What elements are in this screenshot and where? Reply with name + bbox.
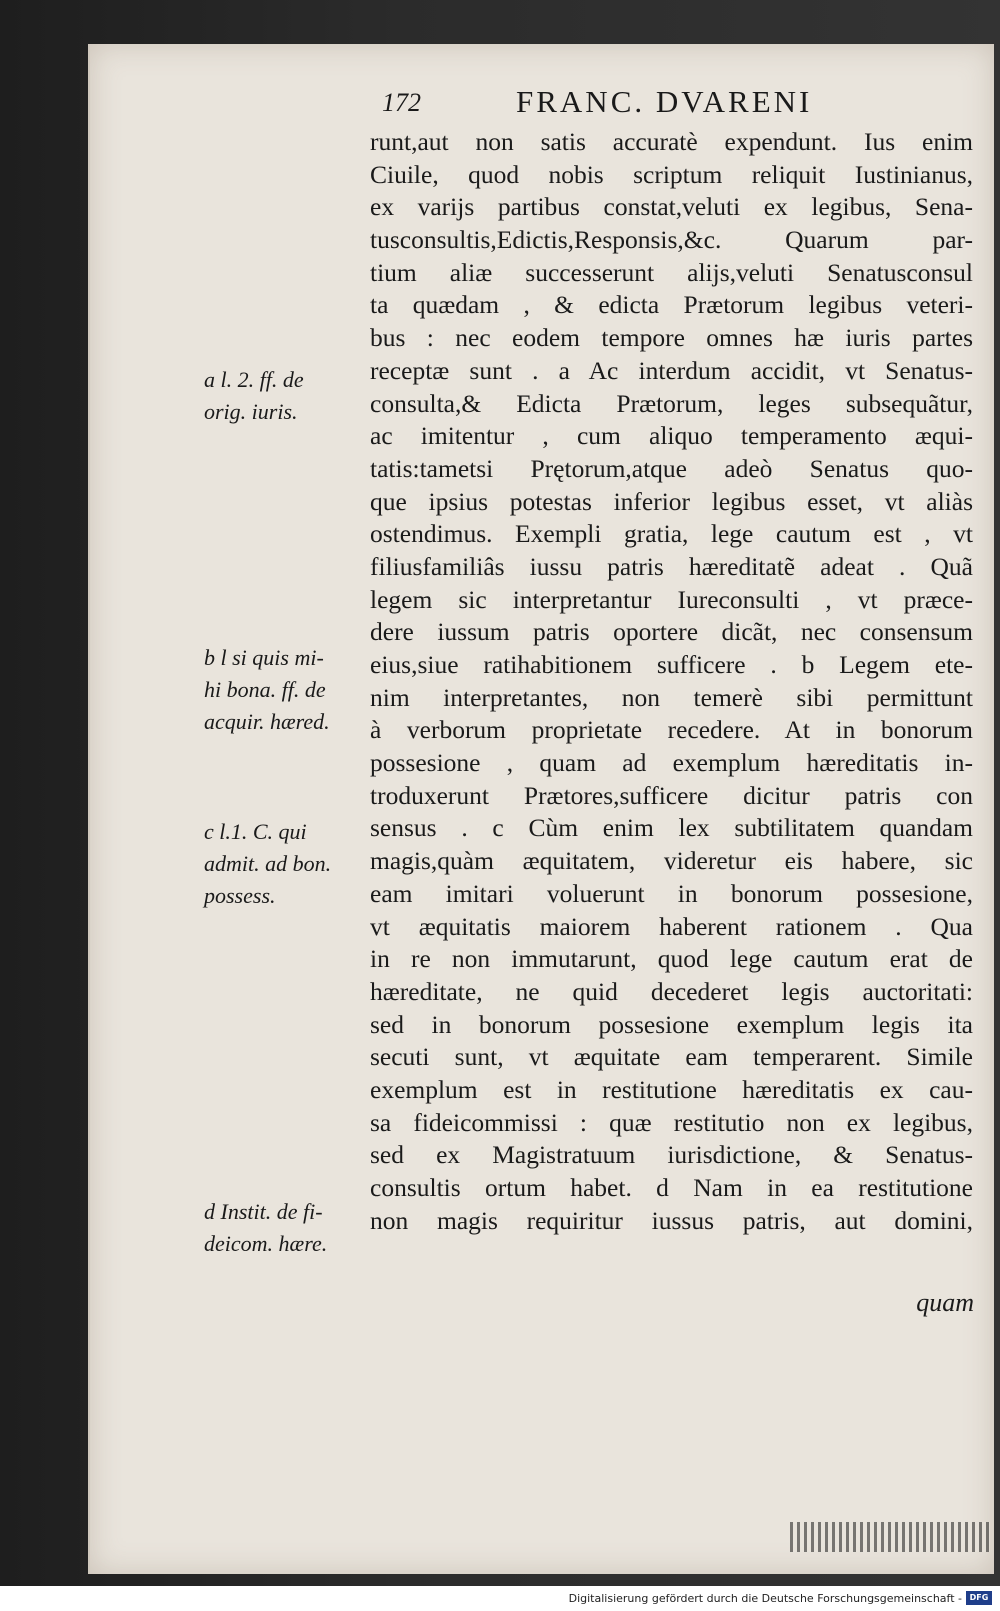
body-text: [370, 126, 973, 1237]
running-head: FRANC. DVARENI: [516, 84, 813, 119]
page-number: 172: [382, 88, 421, 117]
text-line: hæreditate, ne quid decederet legis auctoritati:: [370, 976, 973, 1006]
text-line: exemplum est in restitutione hæreditatis ex cau-: [370, 1074, 973, 1104]
text-line: tusconsultis,Edictis,Responsis,&c. Quarum par-: [370, 225, 973, 255]
digitization-footer: [0, 1586, 1000, 1611]
margin-note-line: orig. iuris.: [204, 399, 298, 424]
text-line: sensus . c Cùm enim lex subtilitatem quandam: [370, 813, 973, 843]
margin-note-line: a l. 2. ff. de: [204, 367, 304, 392]
book-page: [88, 44, 994, 1574]
margin-note-b: [204, 642, 364, 738]
margin-note-line: hi bona. ff. de: [204, 677, 326, 702]
margin-note-line: d Instit. de fi-: [204, 1199, 323, 1224]
text-line: eam imitari voluerunt in bonorum possesione,: [370, 878, 973, 908]
text-line: ta quædam , & edicta Prætorum legibus veteri-: [370, 290, 973, 320]
text-line: in re non immutarunt, quod lege cautum erat de: [370, 944, 973, 974]
text-line: que ipsius potestas inferior legibus esset, vt aliàs: [370, 486, 973, 516]
catchword: quam: [916, 1288, 974, 1317]
footer-credit: Digitalisierung gefördert durch die Deutsche Forschungsgemeinschaft -: [568, 1592, 962, 1605]
text-line: tatis:tametsi Prętorum,atque adeò Senatus quo-: [370, 453, 973, 483]
text-line: consulta,& Edicta Prætorum, leges subsequãtur,: [370, 388, 973, 418]
dfg-logo-icon: DFG: [966, 1591, 992, 1605]
text-line: eius,siue ratihabitionem sufficere . b Legem ete-: [370, 650, 973, 679]
text-line: sed ex Magistratuum iurisdictione, & Senatus-: [370, 1140, 973, 1170]
text-line: filiusfamiliâs iussu patris hæreditatẽ adeat . Quã: [370, 551, 973, 581]
text-line: runt,aut non satis accuratè expendunt. Ius enim: [370, 127, 973, 156]
text-line: vt æquitatis maiorem haberent rationem . Qua: [370, 911, 973, 941]
margin-note-line: possess.: [204, 883, 276, 908]
text-line: troduxerunt Prætores,sufficere dicitur patris con: [370, 780, 973, 810]
text-line: tium aliæ successerunt alijs,veluti Senatusconsul: [370, 257, 973, 287]
text-line: dere iussum patris oportere dicãt, nec consensum: [370, 617, 973, 647]
margin-note-line: deicom. hære.: [204, 1231, 328, 1256]
text-line: nim interpretantes, non temerè sibi permittunt: [370, 682, 973, 712]
text-line: sed in bonorum possesione exemplum legis ita: [370, 1009, 973, 1039]
text-line: ex varijs partibus constat,veluti ex legibus, Sena-: [370, 192, 973, 222]
page-header: [382, 84, 972, 124]
margin-note-d: [204, 1196, 364, 1260]
margin-note-line: b l si quis mi-: [204, 645, 324, 670]
margin-note-c: [204, 816, 364, 912]
text-line: bus : nec eodem tempore omnes hæ iuris partes: [370, 323, 973, 353]
margin-note-line: admit. ad bon.: [204, 851, 332, 876]
text-line: Ciuile, quod nobis scriptum reliquit Iustinianus,: [370, 159, 973, 189]
text-line: à verborum proprietate recedere. At in bonorum: [370, 715, 973, 745]
text-line: legem sic interpretantur Iureconsulti , vt præce-: [370, 584, 973, 614]
text-line: ostendimus. Exempli gratia, lege cautum est , vt: [370, 519, 973, 549]
page-edge-shadow: [790, 1522, 990, 1552]
margin-note-line: acquir. hæred.: [204, 709, 330, 734]
text-line: non magis requiritur iussus patris, aut domini,: [370, 1205, 973, 1235]
text-line: possesione , quam ad exemplum hæreditatis in-: [370, 748, 973, 778]
text-line: ac imitentur , cum aliquo temperamento æqui-: [370, 421, 973, 451]
text-line: consultis ortum habet. d Nam in ea restitutione: [370, 1173, 973, 1202]
margin-note-a: [204, 364, 364, 428]
text-line: receptæ sunt . a Ac interdum accidit, vt Senatus-: [370, 355, 973, 385]
text-line: sa fideicommissi : quæ restitutio non ex legibus,: [370, 1107, 973, 1137]
margin-note-line: c l.1. C. qui: [204, 819, 307, 844]
text-line: magis,quàm æquitatem, videretur eis habere, sic: [370, 846, 973, 876]
text-line: secuti sunt, vt æquitate eam temperarent. Simile: [370, 1042, 973, 1072]
